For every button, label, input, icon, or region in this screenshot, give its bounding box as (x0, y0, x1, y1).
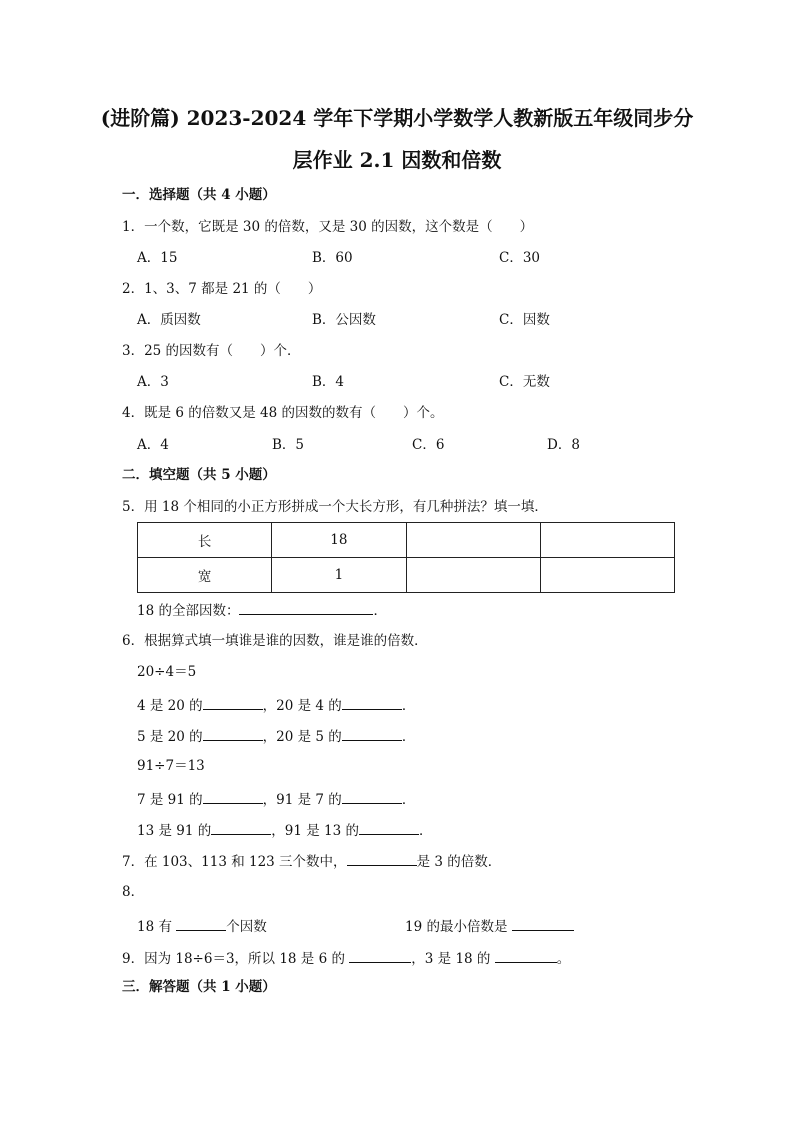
fill-text: 4 是 20 的 (137, 698, 203, 714)
question-2-option-b: B．公因数 (312, 312, 376, 328)
punctuation: ． (401, 698, 416, 714)
question-2-option-c: C．因数 (499, 312, 550, 328)
punctuation: ． (401, 729, 416, 745)
question-4-option-a: A．4 (137, 437, 169, 453)
section-heading-choice: 一．选择题（共 4 小题） (122, 187, 276, 203)
fill-text: ，3 是 18 的 (411, 951, 495, 967)
question-1-stem: 1．一个数，它既是 30 的倍数，又是 30 的因数，这个数是（ ） (122, 219, 534, 235)
fill-text: 9．因为 18÷6＝3，所以 18 是 6 的 (122, 951, 350, 967)
fill-text: 是 3 的倍数． (416, 854, 502, 870)
answer-blank[interactable] (203, 695, 263, 710)
fill-text: 13 是 91 的 (137, 823, 212, 839)
question-5-factors-prefix: 18 的全部因数： (137, 603, 240, 619)
question-6-line-3 (137, 789, 415, 809)
answer-blank[interactable] (211, 820, 271, 835)
question-7 (122, 851, 501, 871)
answer-blank[interactable] (203, 726, 263, 741)
question-8-left (137, 916, 267, 936)
question-5-factors-line (137, 600, 387, 620)
answer-blank[interactable] (342, 726, 402, 741)
answer-blank[interactable] (359, 820, 419, 835)
fill-text: 5 是 20 的 (137, 729, 203, 745)
table-cell-blank[interactable] (406, 523, 540, 558)
question-4-option-c: C．6 (412, 437, 445, 453)
answer-blank[interactable] (512, 916, 574, 931)
question-6-line-2 (137, 726, 415, 746)
table-cell: 长 (138, 523, 272, 558)
section-heading-fill: 二．填空题（共 5 小题） (122, 467, 276, 483)
fill-text: ，91 是 7 的 (262, 792, 342, 808)
page-title-line1: (进阶篇) 2023-2024 学年下学期小学数学人教新版五年级同步分 (100, 106, 694, 130)
table-cell: 18 (272, 523, 406, 558)
table-cell: 宽 (138, 558, 272, 593)
answer-blank[interactable] (239, 600, 373, 615)
table-cell-blank[interactable] (540, 523, 674, 558)
question-4-option-b: B．5 (272, 437, 305, 453)
answer-blank[interactable] (203, 789, 263, 804)
fill-text: 7．在 103、113 和 123 三个数中， (122, 854, 347, 870)
question-6-line-4 (137, 820, 432, 840)
table-cell-blank[interactable] (406, 558, 540, 593)
answer-blank[interactable] (342, 789, 402, 804)
question-6-equation-2: 91÷7＝13 (137, 758, 205, 774)
fill-text: 18 有 (137, 919, 177, 935)
question-6-stem: 6．根据算式填一填谁是谁的因数，谁是谁的倍数． (122, 633, 428, 649)
question-1-option-b: B．60 (312, 250, 353, 266)
punctuation: ． (401, 792, 416, 808)
punctuation: 。 (556, 951, 571, 967)
question-2-option-a: A．质因数 (137, 312, 201, 328)
table-row-length (138, 523, 675, 558)
question-6-line-1 (137, 695, 415, 715)
fill-text: ，91 是 13 的 (271, 823, 359, 839)
question-3-option-a: A．3 (137, 374, 169, 390)
answer-blank[interactable] (495, 948, 557, 963)
answer-blank[interactable] (347, 851, 417, 866)
question-1-option-c: C．30 (499, 250, 541, 266)
fill-text: ，20 是 5 的 (262, 729, 342, 745)
rectangle-dimensions-table (137, 522, 675, 593)
question-4-stem: 4．既是 6 的倍数又是 48 的因数的数有（ ）个。 (122, 405, 444, 421)
question-8-number: 8． (122, 884, 145, 900)
fill-text: 个因数 (226, 919, 267, 935)
question-1-option-a: A．15 (137, 250, 178, 266)
question-9 (122, 948, 570, 968)
answer-blank[interactable] (342, 695, 402, 710)
fill-text: 7 是 91 的 (137, 792, 203, 808)
question-5-stem: 5．用 18 个相同的小正方形拼成一个大长方形，有几种拼法？填一填． (122, 499, 548, 515)
table-cell-blank[interactable] (540, 558, 674, 593)
table-cell: 1 (272, 558, 406, 593)
punctuation: ． (418, 823, 433, 839)
question-6-equation-1: 20÷4＝5 (137, 664, 197, 680)
question-2-stem: 2．1、3、7 都是 21 的（ ） (122, 281, 322, 297)
table-row-width (138, 558, 675, 593)
answer-blank[interactable] (349, 948, 411, 963)
punctuation: ． (373, 603, 387, 619)
question-8-right (405, 916, 574, 936)
page-title-line2: 层作业 2.1 因数和倍数 (292, 148, 502, 172)
question-3-stem: 3．25 的因数有（ ）个． (122, 343, 301, 359)
section-heading-solve: 三．解答题（共 1 小题） (122, 979, 276, 995)
question-3-option-b: B．4 (312, 374, 345, 390)
question-3-option-c: C．无数 (499, 374, 550, 390)
question-4-option-d: D．8 (547, 437, 580, 453)
fill-text: ，20 是 4 的 (262, 698, 342, 714)
answer-blank[interactable] (176, 916, 226, 931)
fill-text: 19 的最小倍数是 (405, 919, 512, 935)
